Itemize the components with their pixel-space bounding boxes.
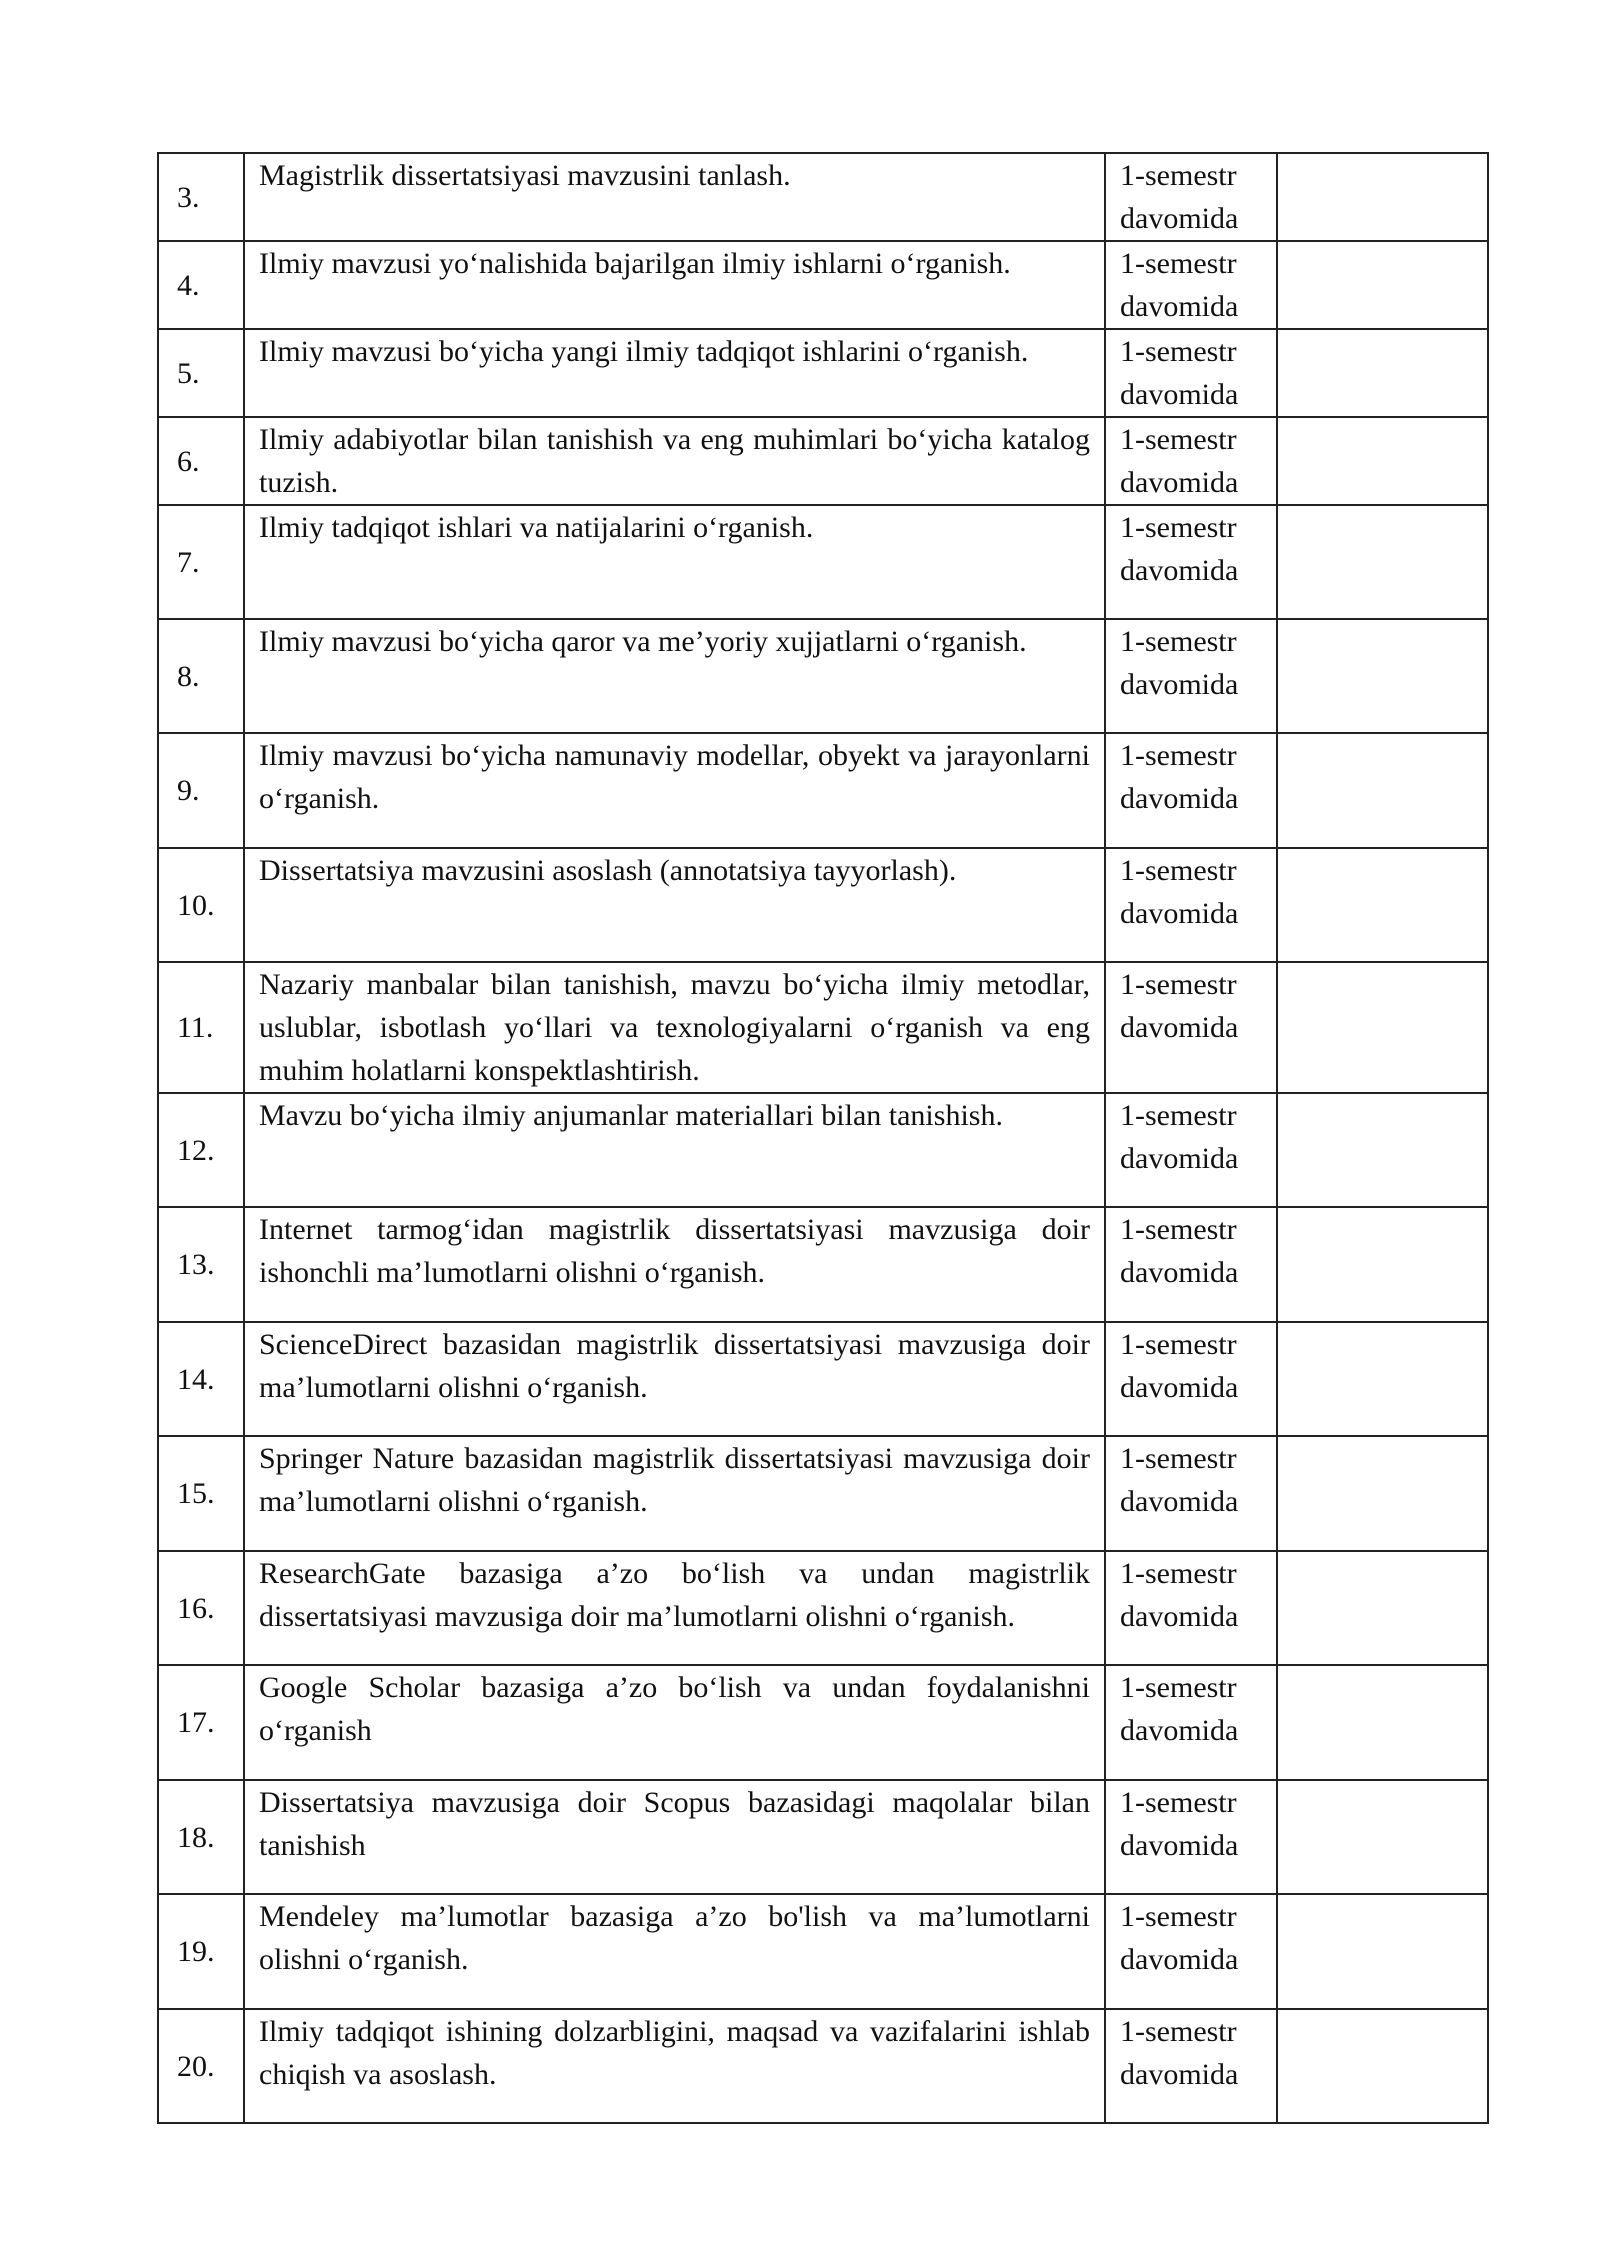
deadline-cell: 1-semestr davomida [1105,1436,1277,1551]
task-description: Google Scholar bazasiga a’zo bo‘lish va undan foydalanishni o‘rganish [244,1665,1105,1780]
note-cell [1277,848,1488,962]
table-row [158,1780,1488,1894]
row-number: 15. [158,1436,244,1551]
note-cell [1277,962,1488,1093]
row-number: 12. [158,1093,244,1207]
task-description: Ilmiy mavzusi yo‘nalishida bajarilgan ilmiy ishlarni o‘rganish. [244,241,1105,329]
table-row [158,329,1488,417]
task-description: Mavzu bo‘yicha ilmiy anjumanlar materiallari bilan tanishish. [244,1093,1105,1207]
task-description: Dissertatsiya mavzusiga doir Scopus bazasidagi maqolalar bilan tanishish [244,1780,1105,1894]
table-row [158,241,1488,329]
note-cell [1277,1780,1488,1894]
row-number: 18. [158,1780,244,1894]
row-number: 10. [158,848,244,962]
task-description: Ilmiy adabiyotlar bilan tanishish va eng muhimlari bo‘yicha katalog tuzish. [244,417,1105,505]
task-description: Ilmiy mavzusi bo‘yicha namunaviy modellar, obyekt va jarayonlarni o‘rganish. [244,733,1105,848]
row-number: 17. [158,1665,244,1780]
work-plan-table-body [158,153,1488,2123]
table-row [158,1207,1488,1322]
deadline-cell: 1-semestr davomida [1105,417,1277,505]
row-number: 16. [158,1551,244,1665]
row-number: 6. [158,417,244,505]
deadline-cell: 1-semestr davomida [1105,1780,1277,1894]
table-row [158,1551,1488,1665]
note-cell [1277,1665,1488,1780]
row-number: 9. [158,733,244,848]
note-cell [1277,505,1488,619]
task-description: Magistrlik dissertatsiyasi mavzusini tanlash. [244,153,1105,241]
task-description: Mendeley ma’lumotlar bazasiga a’zo bo'lish va ma’lumotlarni olishni o‘rganish. [244,1894,1105,2009]
table-row [158,619,1488,733]
table-row [158,1436,1488,1551]
table-row [158,848,1488,962]
deadline-cell: 1-semestr davomida [1105,962,1277,1093]
task-description: Nazariy manbalar bilan tanishish, mavzu bo‘yicha ilmiy metodlar, uslublar, isbotlash yo‘llari va texnologiyalarni o‘rganish va eng muhim holatlarni konspektlashtirish. [244,962,1105,1093]
task-description: Ilmiy tadqiqot ishlari va natijalarini o‘rganish. [244,505,1105,619]
table-row [158,2009,1488,2123]
note-cell [1277,153,1488,241]
note-cell [1277,733,1488,848]
deadline-cell: 1-semestr davomida [1105,1665,1277,1780]
row-number: 20. [158,2009,244,2123]
note-cell [1277,1551,1488,1665]
note-cell [1277,1894,1488,2009]
task-description: Ilmiy tadqiqot ishining dolzarbligini, maqsad va vazifalarini ishlab chiqish va asoslash. [244,2009,1105,2123]
note-cell [1277,241,1488,329]
row-number: 14. [158,1322,244,1436]
table-row [158,962,1488,1093]
table-row [158,153,1488,241]
task-description: ResearchGate bazasiga a’zo bo‘lish va undan magistrlik dissertatsiyasi mavzusiga doir ma’lumotlarni olishni o‘rganish. [244,1551,1105,1665]
table-row [158,505,1488,619]
row-number: 5. [158,329,244,417]
row-number: 3. [158,153,244,241]
task-description: Internet tarmog‘idan magistrlik dissertatsiyasi mavzusiga doir ishonchli ma’lumotlarni olishni o‘rganish. [244,1207,1105,1322]
task-description: Springer Nature bazasidan magistrlik dissertatsiyasi mavzusiga doir ma’lumotlarni olishni o‘rganish. [244,1436,1105,1551]
table-row [158,1322,1488,1436]
note-cell [1277,1207,1488,1322]
note-cell [1277,329,1488,417]
note-cell [1277,1093,1488,1207]
row-number: 7. [158,505,244,619]
deadline-cell: 1-semestr davomida [1105,1093,1277,1207]
deadline-cell: 1-semestr davomida [1105,1894,1277,2009]
note-cell [1277,1436,1488,1551]
deadline-cell: 1-semestr davomida [1105,2009,1277,2123]
task-description: Dissertatsiya mavzusini asoslash (annotatsiya tayyorlash). [244,848,1105,962]
row-number: 4. [158,241,244,329]
task-description: ScienceDirect bazasidan magistrlik dissertatsiyasi mavzusiga doir ma’lumotlarni olishni o‘rganish. [244,1322,1105,1436]
deadline-cell: 1-semestr davomida [1105,619,1277,733]
deadline-cell: 1-semestr davomida [1105,329,1277,417]
deadline-cell: 1-semestr davomida [1105,733,1277,848]
deadline-cell: 1-semestr davomida [1105,848,1277,962]
note-cell [1277,1322,1488,1436]
deadline-cell: 1-semestr davomida [1105,153,1277,241]
deadline-cell: 1-semestr davomida [1105,1322,1277,1436]
row-number: 13. [158,1207,244,1322]
table-row [158,733,1488,848]
note-cell [1277,619,1488,733]
table-row [158,1894,1488,2009]
note-cell [1277,2009,1488,2123]
task-description: Ilmiy mavzusi bo‘yicha yangi ilmiy tadqiqot ishlarini o‘rganish. [244,329,1105,417]
work-plan-table [157,152,1489,2124]
table-row [158,1665,1488,1780]
deadline-cell: 1-semestr davomida [1105,1207,1277,1322]
table-row [158,1093,1488,1207]
row-number: 19. [158,1894,244,2009]
table-row [158,417,1488,505]
note-cell [1277,417,1488,505]
row-number: 8. [158,619,244,733]
deadline-cell: 1-semestr davomida [1105,241,1277,329]
row-number: 11. [158,962,244,1093]
deadline-cell: 1-semestr davomida [1105,505,1277,619]
task-description: Ilmiy mavzusi bo‘yicha qaror va me’yoriy xujjatlarni o‘rganish. [244,619,1105,733]
deadline-cell: 1-semestr davomida [1105,1551,1277,1665]
